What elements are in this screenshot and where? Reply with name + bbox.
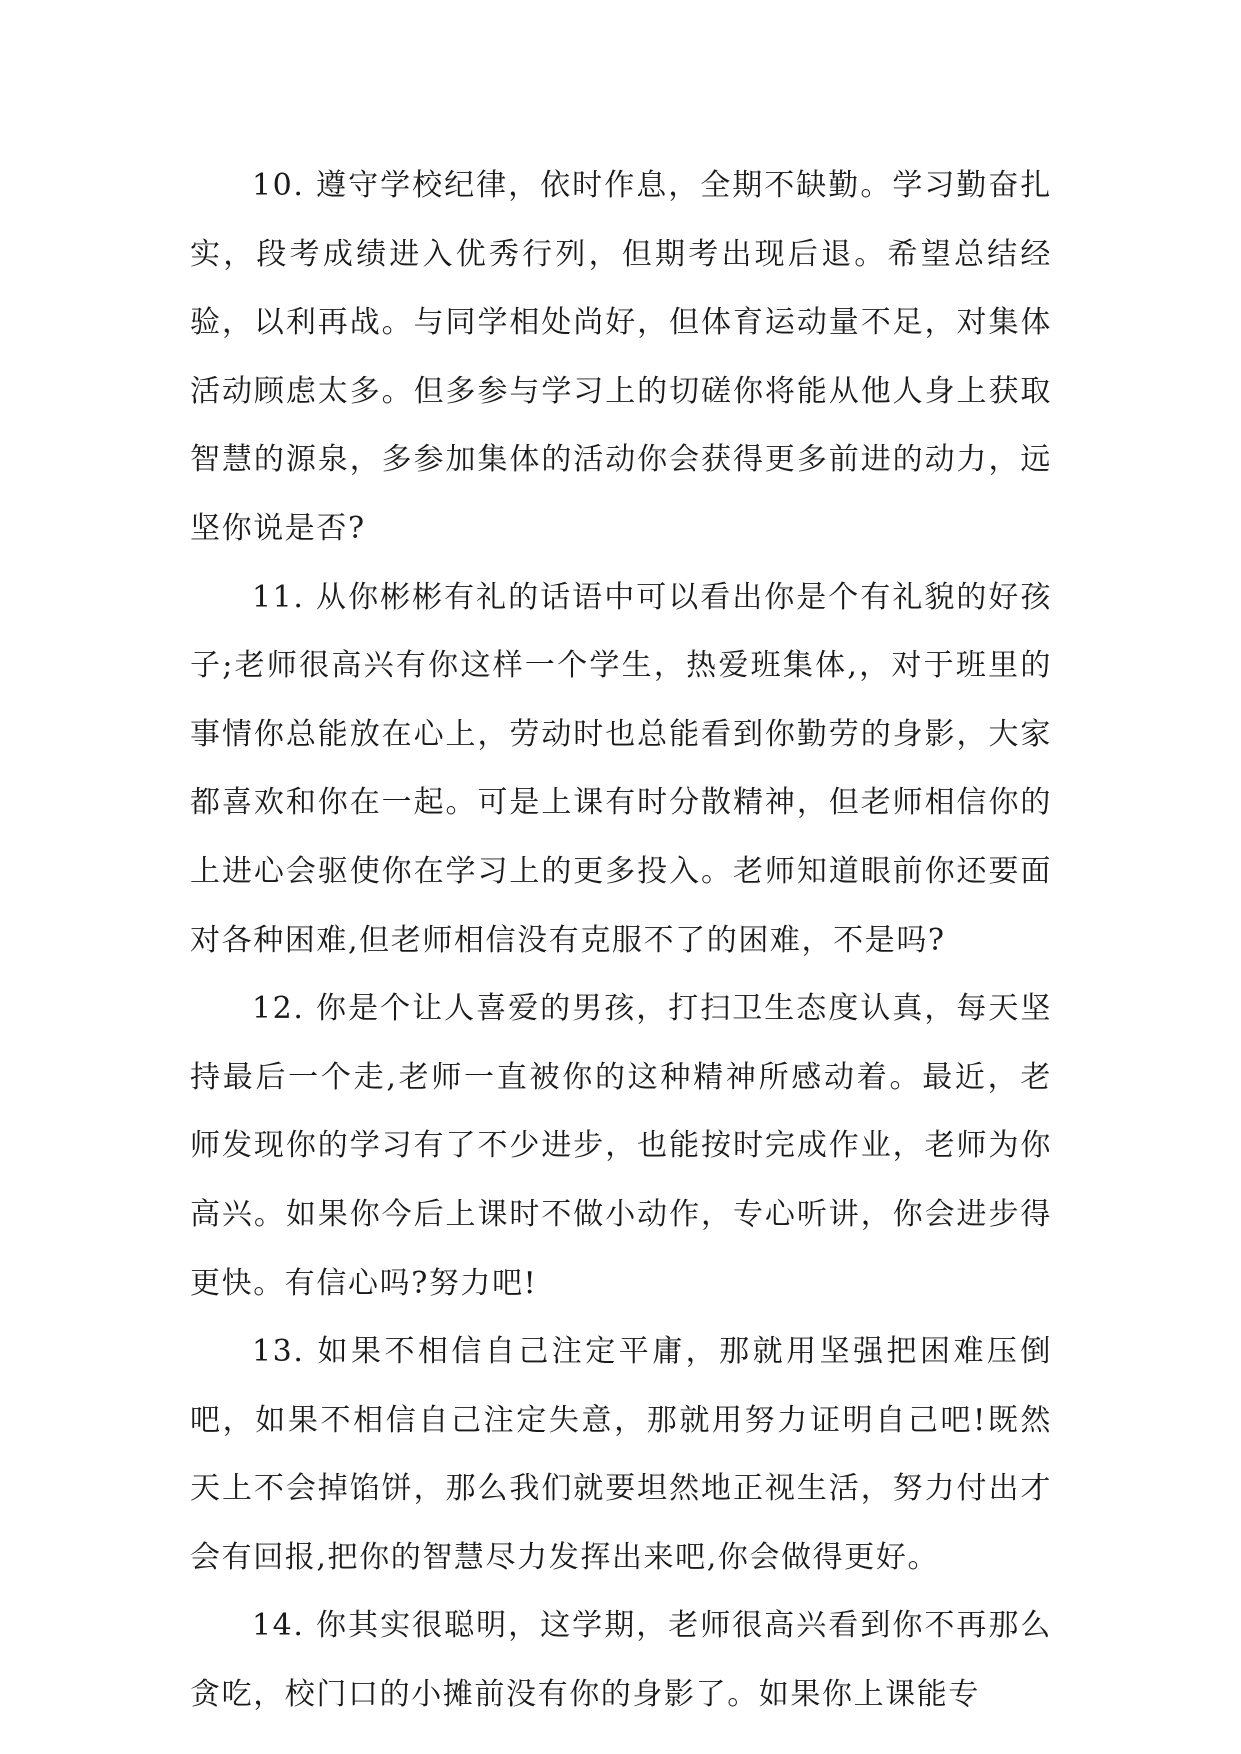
comment-paragraph-13: 13. 如果不相信自己注定平庸，那就用坚强把困难压倒吧，如果不相信自己注定失意，那就用努力证明自己吧!既然天上不会掉馅饼，那么我们就要坦然地正视生活，努力付出才会有回报,把你的智慧尽力发挥出来吧,你会做得更好。 — [190, 1334, 1052, 1575]
comment-paragraph-10: 10. 遵守学校纪律，依时作息，全期不缺勤。学习勤奋扎实，段考成绩进入优秀行列，但期考出现后退。希望总结经验，以利再战。与同学相处尚好，但体育运动量不足，对集体活动顾虑太多。但多参与学习上的切磋你将能从他人身上获取智慧的源泉，多参加集体的活动你会获得更多前进的动力，远坚你说是否? — [190, 168, 1052, 546]
document-body — [190, 152, 1052, 1730]
comment-paragraph-14: 14. 你其实很聪明，这学期，老师很高兴看到你不再那么贪吃，校门口的小摊前没有你的身影了。如果你上课能专 — [190, 1608, 1052, 1713]
comment-paragraph-12: 12. 你是个让人喜爱的男孩，打扫卫生态度认真，每天坚持最后一个走,老师一直被你的这种精神所感动着。最近，老师发现你的学习有了不少进步，也能按时完成作业，老师为你高兴。如果你今后上课时不做小动作，专心听讲，你会进步得更快。有信心吗?努力吧! — [190, 991, 1052, 1301]
comment-paragraph-11: 11. 从你彬彬有礼的话语中可以看出你是个有礼貌的好孩子;老师很高兴有你这样一个学生，热爱班集体,，对于班里的事情你总能放在心上，劳动时也总能看到你勤劳的身影，大家都喜欢和你在一起。可是上课有时分散精神，但老师相信你的上进心会驱使你在学习上的更多投入。老师知道眼前你还要面对各种困难,但老师相信没有克服不了的困难，不是吗? — [190, 579, 1052, 958]
